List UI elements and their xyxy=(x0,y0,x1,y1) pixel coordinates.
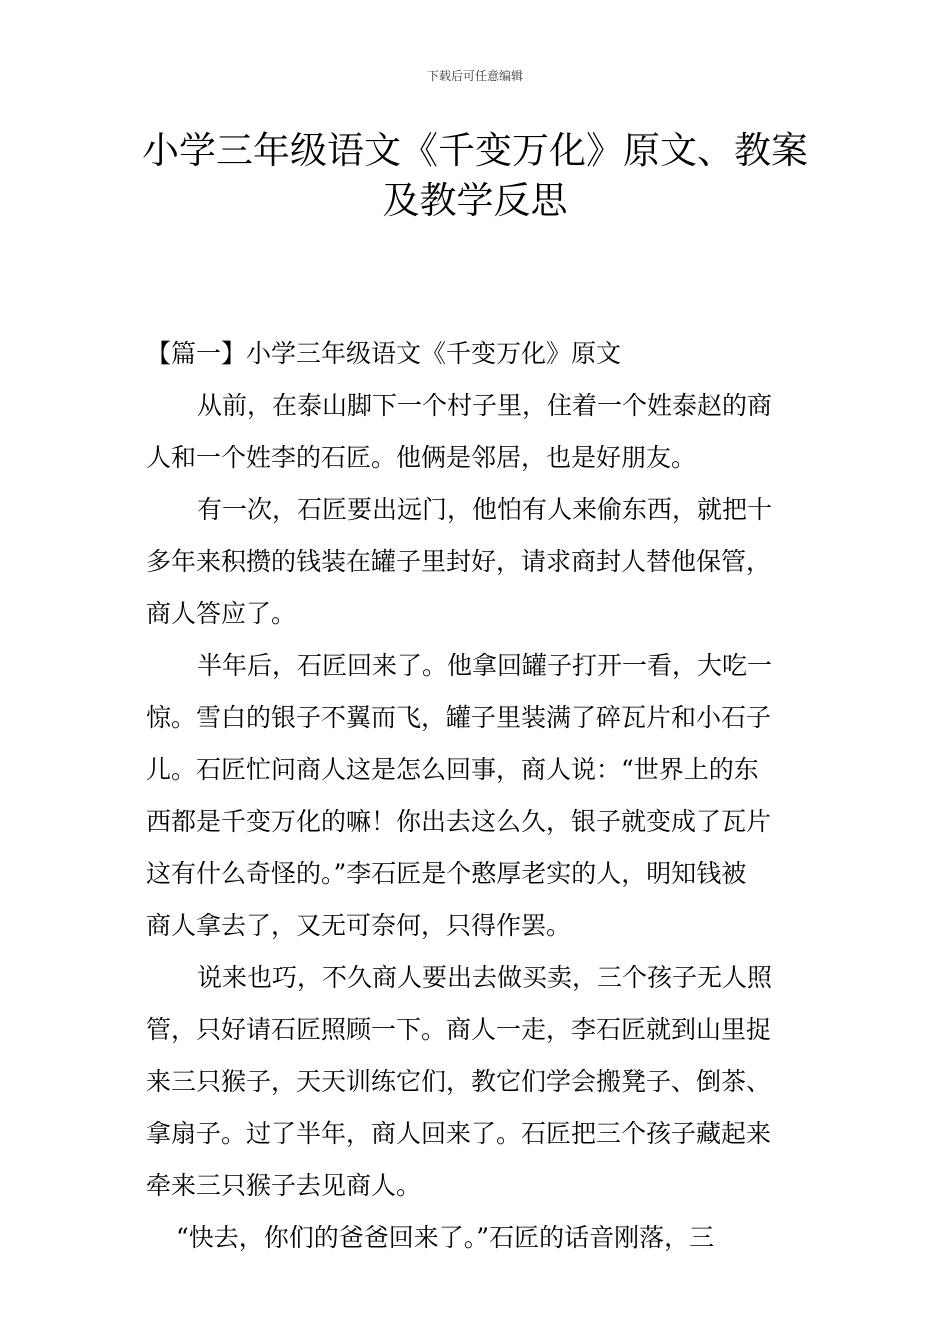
section-heading: 【篇一】小学三年级语文《千变万化》原文 xyxy=(146,339,622,368)
text-line: 儿。石匠忙问商人这是怎么回事，商人说：“世界上的东 xyxy=(146,755,759,784)
text-line: 惊。雪白的银子不翼而飞，罐子里装满了碎瓦片和小石子 xyxy=(146,703,772,732)
title-line-1: 小学三年级语文《千变万化》原文、教案 xyxy=(142,129,808,172)
text-line: 从前，在泰山脚下一个村子里，住着一个姓泰赵的商 xyxy=(197,391,773,420)
text-line: 管，只好请石匠照顾一下。商人一走，李石匠就到山里捉 xyxy=(146,1015,772,1044)
text-line: 来三只猴子，天天训练它们，教它们学会搬凳子、倒茶、 xyxy=(146,1067,772,1096)
text-line: 这有什么奇怪的。”李石匠是个憨厚老实的人，明知钱被 xyxy=(146,859,747,888)
text-line: 半年后，石匠回来了。他拿回罐子打开一看，大吃一 xyxy=(197,651,773,680)
text-line: 人和一个姓李的石匠。他俩是邻居，也是好朋友。 xyxy=(146,443,697,472)
text-line: 有一次，石匠要出远门，他怕有人来偷东西，就把十 xyxy=(197,495,773,524)
text-line: 说来也巧，不久商人要出去做买卖，三个孩子无人照 xyxy=(197,963,773,992)
text-line: 牵来三只猴子去见商人。 xyxy=(146,1171,422,1200)
body-text xyxy=(146,328,806,1264)
title-line-2: 及教学反思 xyxy=(382,179,568,222)
text-line: “快去，你们的爸爸回来了。”石匠的话音刚落，三 xyxy=(176,1223,715,1252)
text-line: 多年来积攒的钱装在罐子里封好，请求商封人替他保管， xyxy=(146,547,772,576)
header-note: 下载后可任意编辑 xyxy=(426,69,523,83)
text-line: 拿扇子。过了半年，商人回来了。石匠把三个孩子藏起来 xyxy=(146,1119,772,1148)
text-line: 商人答应了。 xyxy=(146,599,297,628)
document-title xyxy=(120,126,830,226)
text-line: 西都是千变万化的嘛！你出去这么久，银子就变成了瓦片 xyxy=(146,807,772,836)
text-line: 商人拿去了，又无可奈何，只得作罢。 xyxy=(146,911,572,940)
